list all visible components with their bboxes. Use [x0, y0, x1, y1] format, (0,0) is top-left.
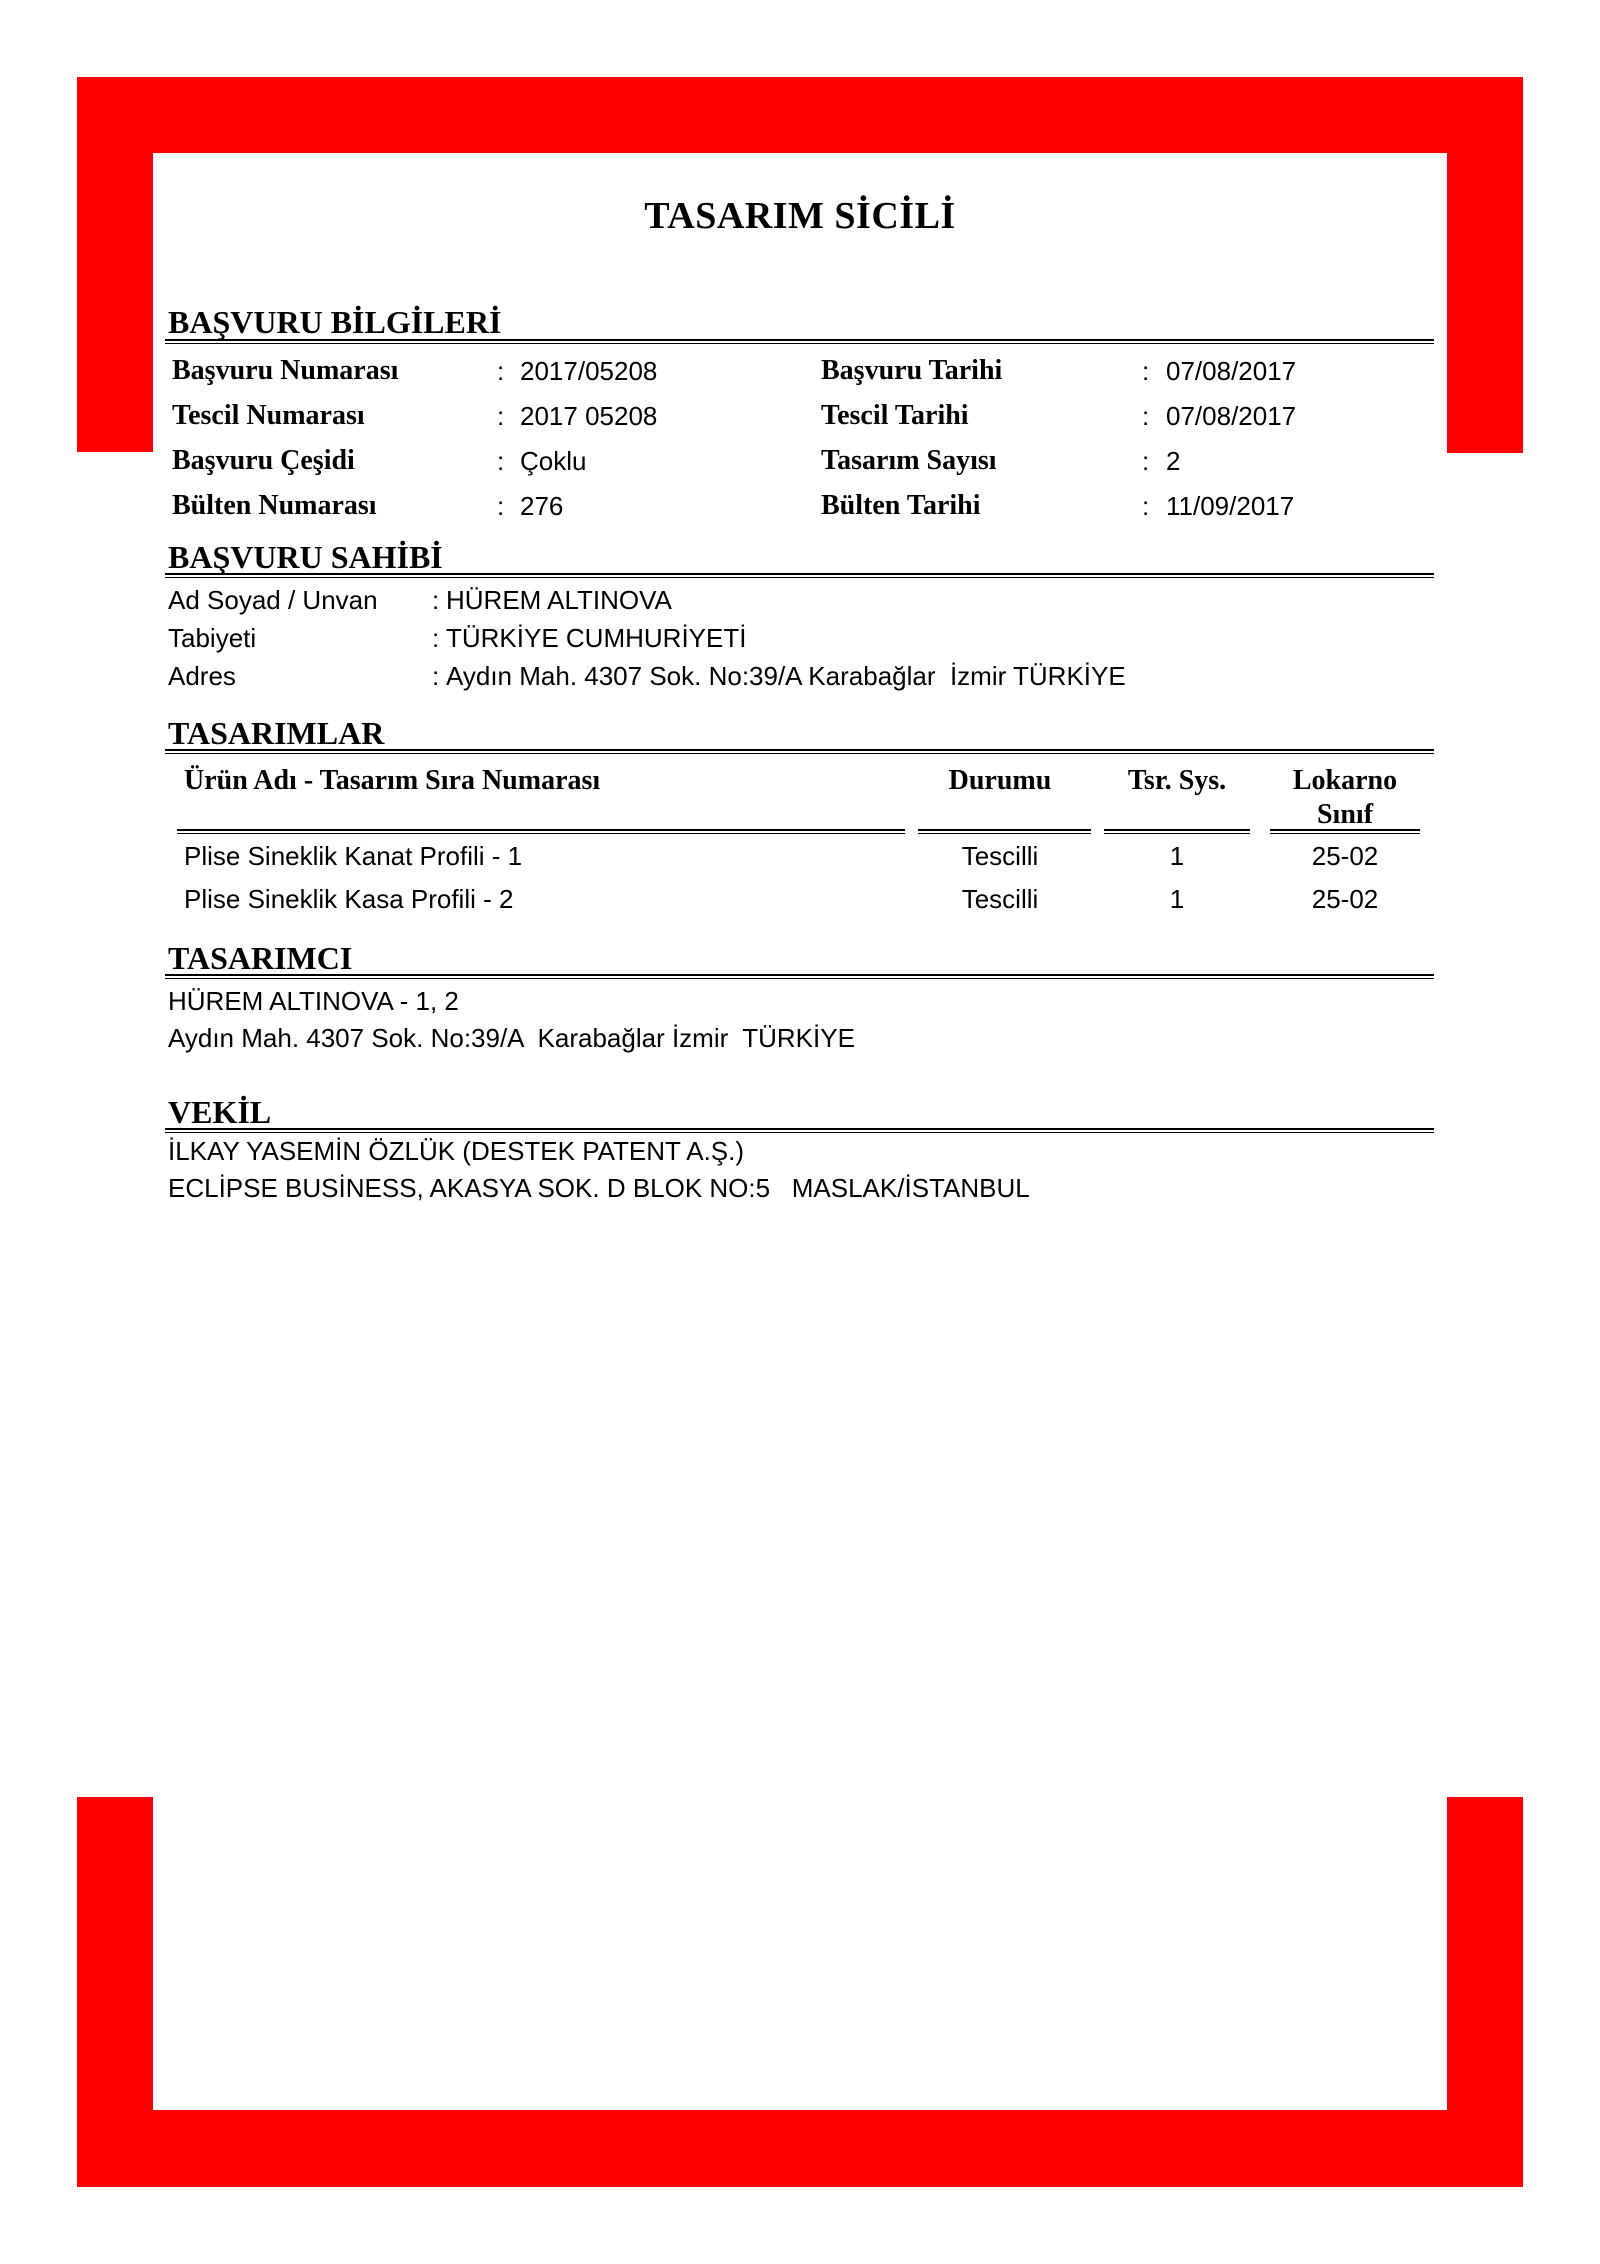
designer-name: HÜREM ALTINOVA - 1, 2	[168, 986, 459, 1016]
agent-address: ECLİPSE BUSİNESS, AKASYA SOK. D BLOK NO:5 MASLAK/İSTANBUL	[168, 1173, 1030, 1203]
application-info-row	[0, 354, 1600, 390]
section-rule	[165, 974, 1434, 979]
design-tsr: 1	[1169, 884, 1185, 914]
table-column-header-status: Durumu	[948, 765, 1052, 796]
table-column-rule	[918, 829, 1091, 834]
colon-separator: :	[497, 491, 505, 521]
frame-left-band-top	[77, 77, 153, 452]
field-value: 2017/05208	[520, 356, 658, 386]
applicant-row	[0, 623, 1600, 655]
application-info-row	[0, 489, 1600, 525]
field-label: Bülten Numarası	[172, 490, 377, 521]
table-column-rule	[1104, 829, 1250, 834]
field-label: Adres	[168, 661, 236, 691]
field-value: 11/09/2017	[1166, 491, 1295, 521]
colon-separator: :	[1142, 356, 1150, 386]
design-product: Plise Sineklik Kasa Profili - 2	[184, 884, 514, 914]
applicant-row	[0, 661, 1600, 693]
table-column-header-lokarno-line2: Sınıf	[1316, 799, 1374, 830]
field-value: 276	[520, 491, 564, 521]
design-lokarno: 25-02	[1311, 841, 1379, 871]
colon-separator: :	[1142, 401, 1150, 431]
table-column-rule	[1270, 829, 1420, 834]
section-rule	[165, 339, 1434, 344]
application-info-row	[0, 444, 1600, 480]
field-label: Tabiyeti	[168, 623, 257, 653]
frame-top-bar	[77, 77, 1523, 153]
field-label: Bülten Tarihi	[821, 490, 981, 521]
field-value: 2	[1166, 446, 1181, 476]
field-value: Aydın Mah. 4307 Sok. No:39/A Karabağlar İzmir TÜRKİYE	[446, 661, 1126, 691]
field-value: 07/08/2017	[1166, 401, 1297, 431]
colon-separator: :	[497, 446, 505, 476]
section-heading-agent: VEKİL	[168, 1094, 272, 1130]
field-label: Tescil Numarası	[172, 400, 365, 431]
table-column-header-product: Ürün Adı - Tasarım Sıra Numarası	[184, 765, 601, 796]
frame-right-band-top	[1447, 77, 1523, 453]
field-label: Başvuru Tarihi	[821, 355, 1003, 386]
page-title: TASARIM SİCİLİ	[644, 195, 956, 237]
table-column-header-lokarno: Lokarno	[1292, 765, 1398, 796]
table-column-rule	[177, 829, 905, 834]
agent-name: İLKAY YASEMİN ÖZLÜK (DESTEK PATENT A.Ş.)	[168, 1136, 745, 1166]
field-value: TÜRKİYE CUMHURİYETİ	[446, 623, 747, 653]
section-heading-applicant: BAŞVURU SAHİBİ	[168, 539, 443, 575]
field-value: 07/08/2017	[1166, 356, 1297, 386]
colon-separator: :	[1142, 446, 1150, 476]
section-heading-designs: TASARIMLAR	[168, 715, 385, 751]
field-label: Tasarım Sayısı	[821, 445, 997, 476]
field-value: 2017 05208	[520, 401, 658, 431]
applicant-row	[0, 585, 1600, 617]
field-label: Ad Soyad / Unvan	[168, 585, 378, 615]
field-label: Başvuru Çeşidi	[172, 445, 355, 476]
colon-separator: :	[432, 661, 440, 691]
colon-separator: :	[1142, 491, 1150, 521]
section-rule	[165, 749, 1434, 754]
design-status: Tescilli	[961, 884, 1039, 914]
designer-address: Aydın Mah. 4307 Sok. No:39/A Karabağlar İzmir TÜRKİYE	[168, 1023, 855, 1053]
field-value: HÜREM ALTINOVA	[446, 585, 672, 615]
colon-separator: :	[432, 623, 440, 653]
colon-separator: :	[497, 356, 505, 386]
design-tsr: 1	[1169, 841, 1185, 871]
field-label: Başvuru Numarası	[172, 355, 399, 386]
design-status: Tescilli	[961, 841, 1039, 871]
colon-separator: :	[497, 401, 505, 431]
design-product: Plise Sineklik Kanat Profili - 1	[184, 841, 523, 871]
section-heading-designer: TASARIMCI	[168, 940, 353, 976]
field-label: Tescil Tarihi	[821, 400, 969, 431]
section-heading-application-info: BAŞVURU BİLGİLERİ	[168, 304, 502, 340]
section-rule	[165, 573, 1434, 578]
colon-separator: :	[432, 585, 440, 615]
design-lokarno: 25-02	[1311, 884, 1379, 914]
field-value: Çoklu	[520, 446, 587, 476]
table-column-header-tsr: Tsr. Sys.	[1127, 765, 1227, 796]
section-rule	[165, 1128, 1434, 1133]
frame-bottom-bar	[77, 2110, 1523, 2187]
application-info-row	[0, 399, 1600, 435]
